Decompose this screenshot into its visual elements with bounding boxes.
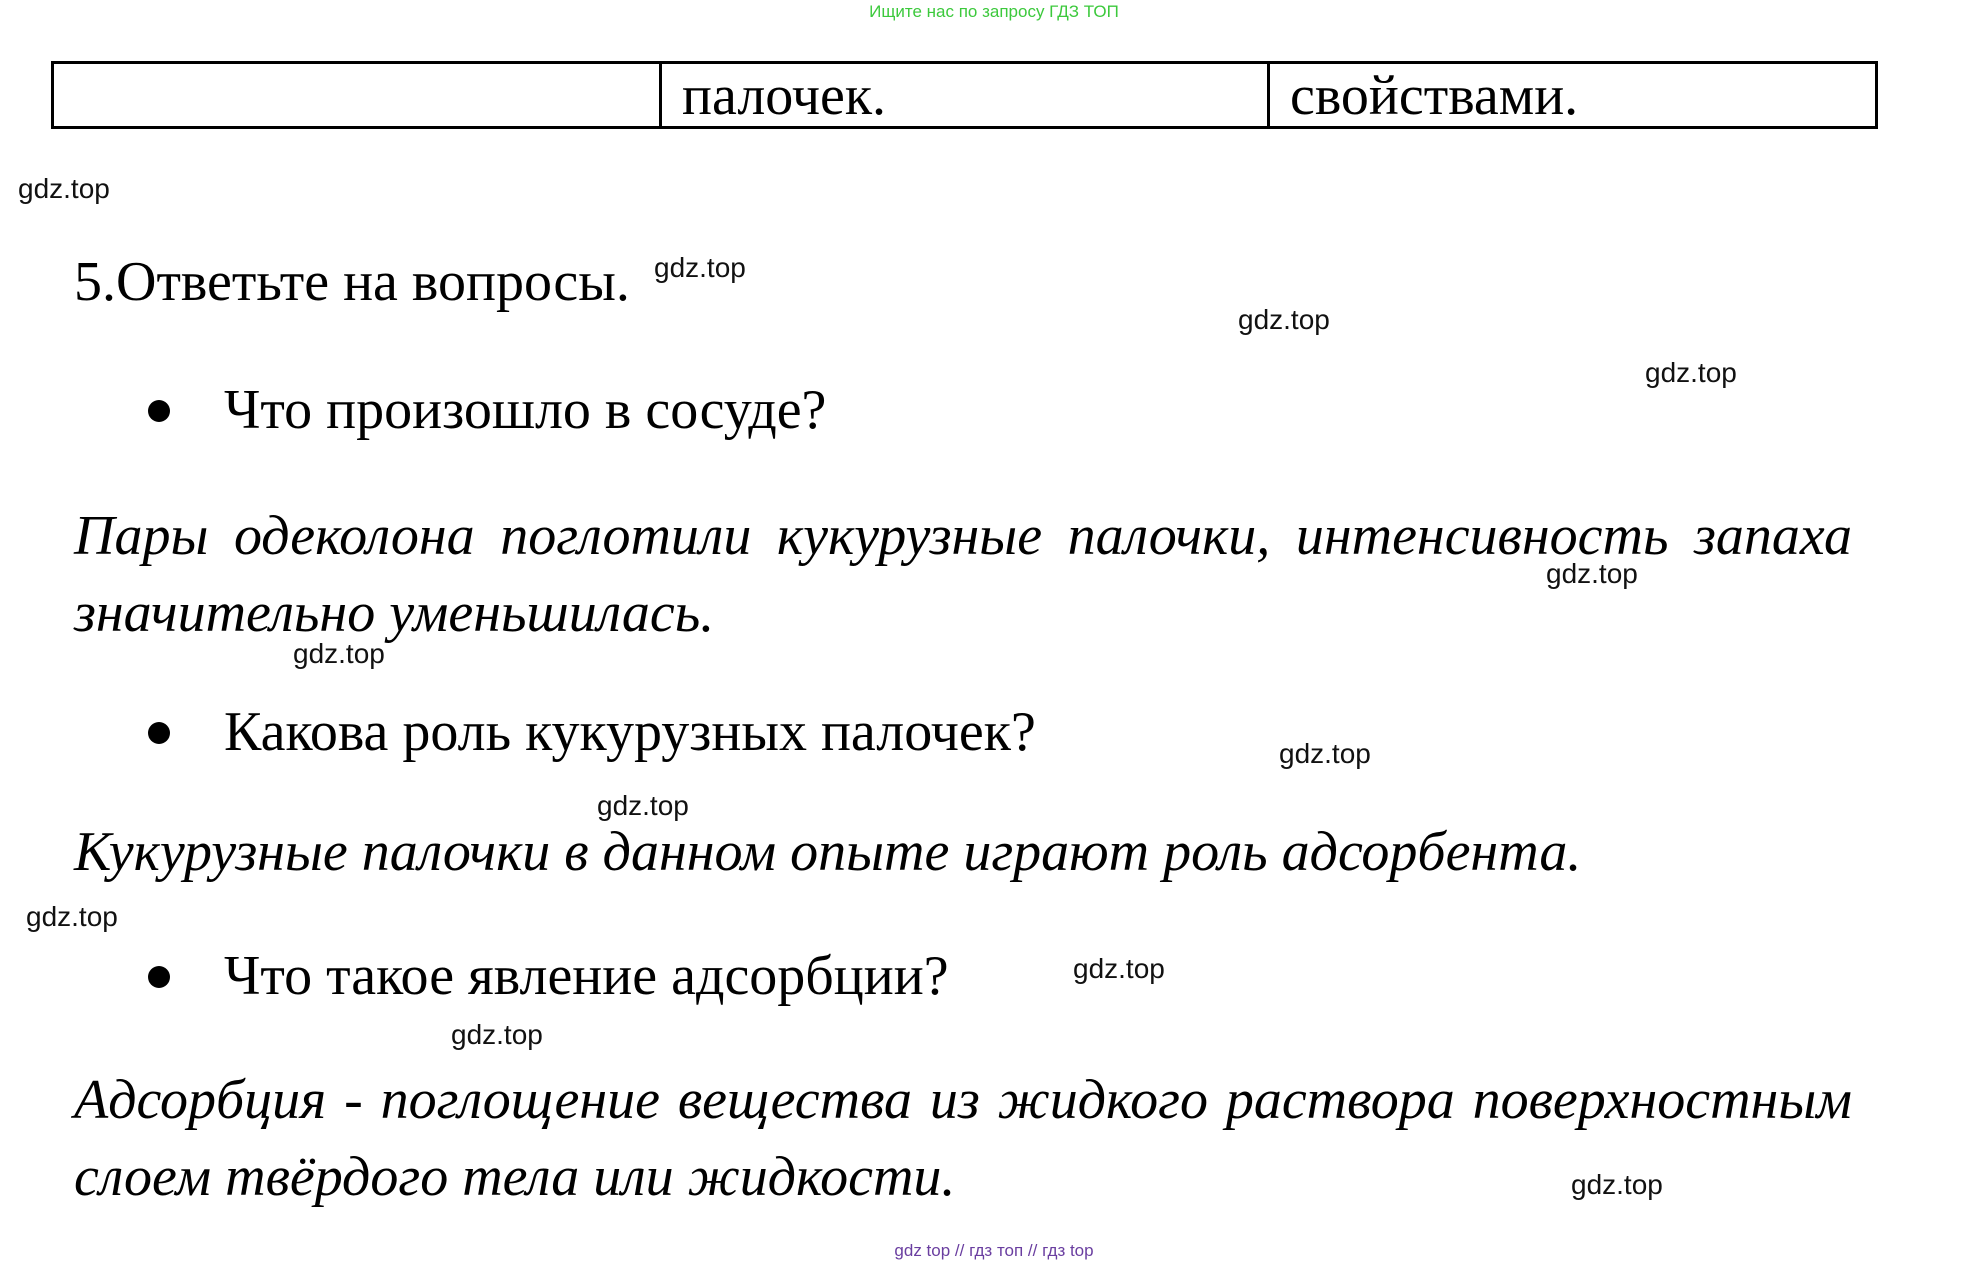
bottom-banner: gdz top // гдз топ // гдз top xyxy=(894,1241,1094,1260)
watermark: gdz.top xyxy=(451,1019,543,1050)
watermark: gdz.top xyxy=(293,638,385,669)
watermark: gdz.top xyxy=(26,901,118,932)
answer-2: Кукурузные палочки в данном опыте играют роль адсорбента. xyxy=(74,821,1582,883)
watermark: gdz.top xyxy=(1238,304,1330,335)
watermark: gdz.top xyxy=(597,790,689,821)
answer-1: Пары одеколона поглотили кукурузные палочки, интенсивность запаха значительно уменьшилась. xyxy=(74,505,1852,644)
watermark: gdz.top xyxy=(1073,953,1165,984)
watermark: gdz.top xyxy=(654,252,746,283)
bullet-icon xyxy=(148,400,170,422)
question-text: Что такое явление адсорбции? xyxy=(224,945,949,1007)
question-text: Какова роль кукурузных палочек? xyxy=(224,701,1036,763)
question-text: Что произошло в сосуде? xyxy=(224,379,827,441)
table-cell-1 xyxy=(54,64,662,126)
watermark: gdz.top xyxy=(1546,558,1638,589)
watermark: gdz.top xyxy=(1645,357,1737,388)
task-heading: 5.Ответьте на вопросы. xyxy=(74,251,630,313)
question-2 xyxy=(148,700,1036,764)
answer-3: Адсорбция - поглощение вещества из жидкого раствора поверхностным слоем твёрдого тела или жидкости. xyxy=(74,1069,1852,1208)
watermark: gdz.top xyxy=(18,173,110,204)
watermark: gdz.top xyxy=(1279,738,1371,769)
watermark: gdz.top xyxy=(1571,1169,1663,1200)
bullet-icon xyxy=(148,722,170,744)
table-cell-3: свойствами. xyxy=(1290,65,1579,126)
question-1 xyxy=(148,378,826,442)
top-banner: Ищите нас по запросу ГДЗ ТОП xyxy=(869,2,1119,21)
answer-table-row xyxy=(51,61,1878,129)
question-3 xyxy=(148,944,949,1008)
table-cell-2: палочек. xyxy=(662,64,1270,126)
bullet-icon xyxy=(148,966,170,988)
